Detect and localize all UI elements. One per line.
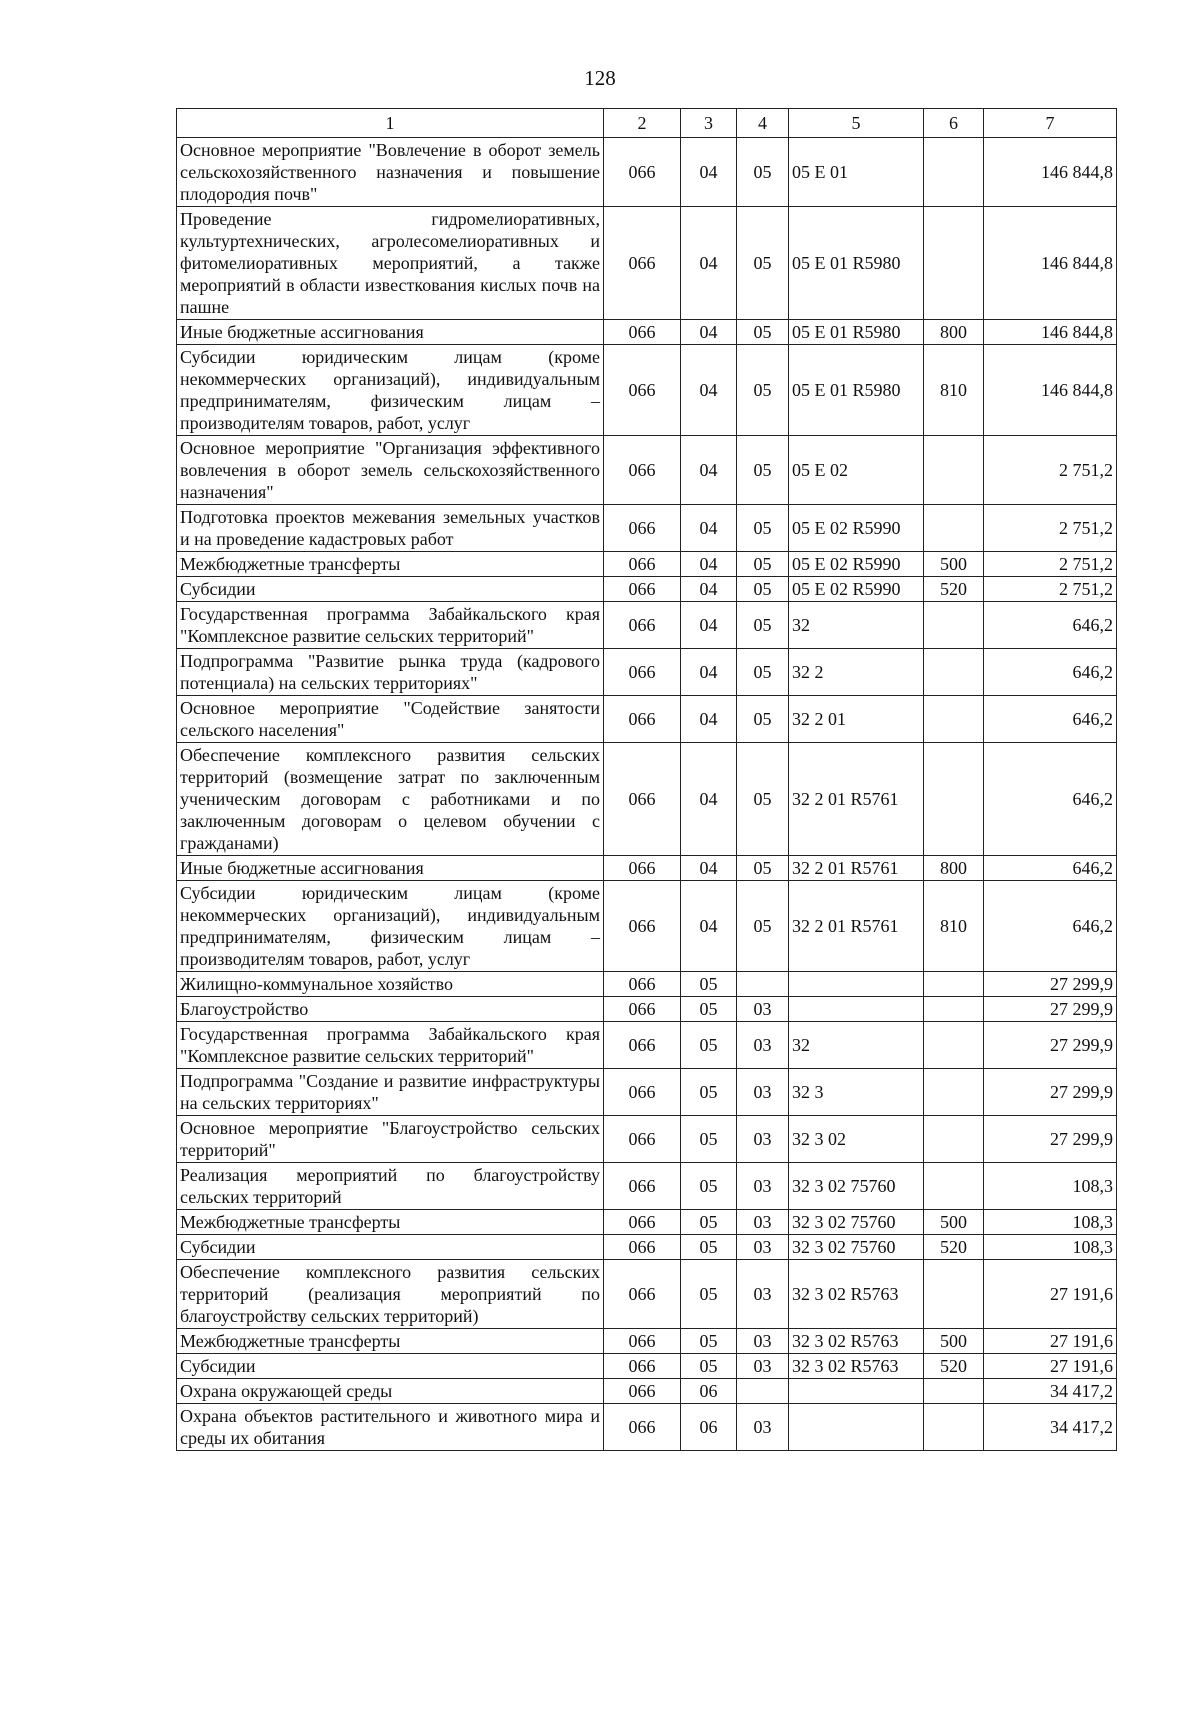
expense-type-cell [924, 696, 984, 743]
section-cell: 04 [681, 345, 737, 436]
amount-cell: 146 844,8 [984, 138, 1117, 207]
row-name-cell: Межбюджетные трансферты [177, 1329, 604, 1354]
subsection-cell: 05 [737, 320, 789, 345]
amount-cell: 27 299,9 [984, 1022, 1117, 1069]
section-cell: 06 [681, 1404, 737, 1451]
admin-code-cell: 066 [604, 743, 681, 856]
admin-code-cell: 066 [604, 602, 681, 649]
subsection-cell: 05 [737, 552, 789, 577]
table-row [177, 856, 1117, 881]
subsection-cell: 03 [737, 1329, 789, 1354]
column-header: 2 [604, 109, 681, 138]
section-cell: 05 [681, 1235, 737, 1260]
section-cell: 06 [681, 1379, 737, 1404]
row-name-cell: Проведение гидромелиоративных, культуртехнических, агролесомелиоративных и фитомелиоративных мероприятий, а также мероприятий в области известкования кислых почв на пашне [177, 207, 604, 320]
subsection-cell: 05 [737, 577, 789, 602]
expense-type-cell: 800 [924, 320, 984, 345]
target-article-cell: 32 3 02 75760 [789, 1210, 924, 1235]
amount-cell: 27 191,6 [984, 1354, 1117, 1379]
section-cell: 04 [681, 552, 737, 577]
table-row [177, 1022, 1117, 1069]
expense-type-cell [924, 138, 984, 207]
subsection-cell: 03 [737, 1069, 789, 1116]
admin-code-cell: 066 [604, 1022, 681, 1069]
target-article-cell: 05 Е 02 R5990 [789, 505, 924, 552]
amount-cell: 2 751,2 [984, 577, 1117, 602]
subsection-cell: 05 [737, 207, 789, 320]
target-article-cell: 32 2 01 R5761 [789, 743, 924, 856]
target-article-cell [789, 997, 924, 1022]
subsection-cell: 05 [737, 649, 789, 696]
amount-cell: 34 417,2 [984, 1404, 1117, 1451]
table-row [177, 602, 1117, 649]
amount-cell: 646,2 [984, 856, 1117, 881]
subsection-cell: 03 [737, 1404, 789, 1451]
amount-cell: 27 299,9 [984, 972, 1117, 997]
target-article-cell: 05 Е 01 [789, 138, 924, 207]
table-row [177, 1260, 1117, 1329]
budget-table [176, 108, 1117, 1451]
section-cell: 04 [681, 138, 737, 207]
table-row [177, 505, 1117, 552]
row-name-cell: Иные бюджетные ассигнования [177, 320, 604, 345]
subsection-cell: 03 [737, 1163, 789, 1210]
section-cell: 04 [681, 577, 737, 602]
expense-type-cell [924, 1069, 984, 1116]
admin-code-cell: 066 [604, 881, 681, 972]
row-name-cell: Жилищно-коммунальное хозяйство [177, 972, 604, 997]
table-row [177, 577, 1117, 602]
target-article-cell: 32 2 01 R5761 [789, 881, 924, 972]
row-name-cell: Иные бюджетные ассигнования [177, 856, 604, 881]
column-header: 4 [737, 109, 789, 138]
subsection-cell: 03 [737, 1260, 789, 1329]
target-article-cell: 05 Е 02 R5990 [789, 552, 924, 577]
table-row [177, 320, 1117, 345]
table-row [177, 1354, 1117, 1379]
expense-type-cell [924, 1022, 984, 1069]
row-name-cell: Подпрограмма "Создание и развитие инфраструктуры на сельских территориях" [177, 1069, 604, 1116]
subsection-cell: 05 [737, 856, 789, 881]
column-header: 7 [984, 109, 1117, 138]
subsection-cell: 03 [737, 997, 789, 1022]
amount-cell: 27 299,9 [984, 997, 1117, 1022]
row-name-cell: Государственная программа Забайкальского края "Комплексное развитие сельских территорий" [177, 602, 604, 649]
subsection-cell: 05 [737, 696, 789, 743]
expense-type-cell [924, 1260, 984, 1329]
expense-type-cell [924, 743, 984, 856]
expense-type-cell: 500 [924, 552, 984, 577]
target-article-cell: 05 Е 01 R5980 [789, 320, 924, 345]
subsection-cell: 03 [737, 1354, 789, 1379]
section-cell: 04 [681, 856, 737, 881]
table-row [177, 1329, 1117, 1354]
section-cell: 04 [681, 649, 737, 696]
subsection-cell: 03 [737, 1116, 789, 1163]
column-header: 3 [681, 109, 737, 138]
target-article-cell: 32 3 02 R5763 [789, 1260, 924, 1329]
section-cell: 05 [681, 1116, 737, 1163]
table-row [177, 345, 1117, 436]
table-row [177, 436, 1117, 505]
expense-type-cell: 500 [924, 1329, 984, 1354]
amount-cell: 146 844,8 [984, 345, 1117, 436]
table-row [177, 881, 1117, 972]
row-name-cell: Государственная программа Забайкальского края "Комплексное развитие сельских территорий" [177, 1022, 604, 1069]
row-name-cell: Реализация мероприятий по благоустройству сельских территорий [177, 1163, 604, 1210]
subsection-cell: 05 [737, 138, 789, 207]
expense-type-cell [924, 602, 984, 649]
expense-type-cell [924, 1116, 984, 1163]
table-header-row [177, 109, 1117, 138]
admin-code-cell: 066 [604, 1404, 681, 1451]
table-row [177, 552, 1117, 577]
column-header: 6 [924, 109, 984, 138]
target-article-cell [789, 972, 924, 997]
amount-cell: 27 191,6 [984, 1260, 1117, 1329]
target-article-cell: 32 2 01 R5761 [789, 856, 924, 881]
row-name-cell: Субсидии [177, 1354, 604, 1379]
expense-type-cell [924, 436, 984, 505]
target-article-cell: 32 3 02 75760 [789, 1235, 924, 1260]
target-article-cell: 32 3 02 [789, 1116, 924, 1163]
row-name-cell: Обеспечение комплексного развития сельских территорий (возмещение затрат по заключенным ученическим договорам с работниками и по заключенным договорам о целевом обучении с гражданами) [177, 743, 604, 856]
table-row [177, 207, 1117, 320]
subsection-cell: 03 [737, 1210, 789, 1235]
admin-code-cell: 066 [604, 1210, 681, 1235]
target-article-cell: 32 [789, 1022, 924, 1069]
section-cell: 04 [681, 207, 737, 320]
admin-code-cell: 066 [604, 320, 681, 345]
row-name-cell: Основное мероприятие "Содействие занятости сельского населения" [177, 696, 604, 743]
admin-code-cell: 066 [604, 649, 681, 696]
admin-code-cell: 066 [604, 1354, 681, 1379]
table-row [177, 997, 1117, 1022]
admin-code-cell: 066 [604, 552, 681, 577]
section-cell: 05 [681, 972, 737, 997]
target-article-cell: 32 3 02 R5763 [789, 1329, 924, 1354]
section-cell: 05 [681, 1260, 737, 1329]
target-article-cell: 05 Е 01 R5980 [789, 207, 924, 320]
target-article-cell: 32 3 02 75760 [789, 1163, 924, 1210]
admin-code-cell: 066 [604, 1235, 681, 1260]
subsection-cell: 05 [737, 602, 789, 649]
amount-cell: 146 844,8 [984, 320, 1117, 345]
section-cell: 04 [681, 881, 737, 972]
table-row [177, 972, 1117, 997]
amount-cell: 2 751,2 [984, 552, 1117, 577]
admin-code-cell: 066 [604, 207, 681, 320]
table-row [177, 1379, 1117, 1404]
subsection-cell: 05 [737, 505, 789, 552]
amount-cell: 108,3 [984, 1235, 1117, 1260]
expense-type-cell [924, 505, 984, 552]
expense-type-cell [924, 1163, 984, 1210]
subsection-cell: 05 [737, 345, 789, 436]
table-row [177, 696, 1117, 743]
expense-type-cell [924, 997, 984, 1022]
target-article-cell [789, 1404, 924, 1451]
amount-cell: 646,2 [984, 743, 1117, 856]
page-number: 128 [584, 66, 616, 90]
subsection-cell [737, 972, 789, 997]
subsection-cell: 03 [737, 1235, 789, 1260]
table-row [177, 1116, 1117, 1163]
expense-type-cell: 520 [924, 1235, 984, 1260]
subsection-cell: 05 [737, 881, 789, 972]
amount-cell: 2 751,2 [984, 436, 1117, 505]
amount-cell: 646,2 [984, 649, 1117, 696]
expense-type-cell: 520 [924, 577, 984, 602]
target-article-cell [789, 1379, 924, 1404]
table-row [177, 649, 1117, 696]
amount-cell: 108,3 [984, 1210, 1117, 1235]
row-name-cell: Подпрограмма "Развитие рынка труда (кадрового потенциала) на сельских территориях" [177, 649, 604, 696]
target-article-cell: 05 Е 02 R5990 [789, 577, 924, 602]
row-name-cell: Основное мероприятие "Благоустройство сельских территорий" [177, 1116, 604, 1163]
section-cell: 04 [681, 436, 737, 505]
section-cell: 05 [681, 1354, 737, 1379]
section-cell: 05 [681, 1163, 737, 1210]
target-article-cell: 05 Е 02 [789, 436, 924, 505]
row-name-cell: Обеспечение комплексного развития сельских территорий (реализация мероприятий по благоустройству сельских территорий) [177, 1260, 604, 1329]
table-row [177, 1235, 1117, 1260]
amount-cell: 2 751,2 [984, 505, 1117, 552]
expense-type-cell: 810 [924, 345, 984, 436]
admin-code-cell: 066 [604, 856, 681, 881]
expense-type-cell: 520 [924, 1354, 984, 1379]
expense-type-cell [924, 1404, 984, 1451]
row-name-cell: Благоустройство [177, 997, 604, 1022]
table-row [177, 743, 1117, 856]
expense-type-cell [924, 207, 984, 320]
section-cell: 04 [681, 602, 737, 649]
admin-code-cell: 066 [604, 138, 681, 207]
admin-code-cell: 066 [604, 1163, 681, 1210]
expense-type-cell: 500 [924, 1210, 984, 1235]
section-cell: 04 [681, 505, 737, 552]
admin-code-cell: 066 [604, 696, 681, 743]
expense-type-cell: 810 [924, 881, 984, 972]
admin-code-cell: 066 [604, 997, 681, 1022]
admin-code-cell: 066 [604, 972, 681, 997]
table-row [177, 1404, 1117, 1451]
amount-cell: 27 299,9 [984, 1116, 1117, 1163]
row-name-cell: Межбюджетные трансферты [177, 1210, 604, 1235]
section-cell: 05 [681, 1329, 737, 1354]
row-name-cell: Основное мероприятие "Организация эффективного вовлечения в оборот земель сельскохозяйственного назначения" [177, 436, 604, 505]
target-article-cell: 32 3 [789, 1069, 924, 1116]
section-cell: 04 [681, 696, 737, 743]
table-row [177, 1210, 1117, 1235]
subsection-cell: 05 [737, 743, 789, 856]
section-cell: 04 [681, 320, 737, 345]
row-name-cell: Охрана окружающей среды [177, 1379, 604, 1404]
table-row [177, 1163, 1117, 1210]
section-cell: 05 [681, 997, 737, 1022]
target-article-cell: 32 2 [789, 649, 924, 696]
admin-code-cell: 066 [604, 1329, 681, 1354]
row-name-cell: Охрана объектов растительного и животного мира и среды их обитания [177, 1404, 604, 1451]
target-article-cell: 32 3 02 R5763 [789, 1354, 924, 1379]
amount-cell: 646,2 [984, 602, 1117, 649]
table-row [177, 1069, 1117, 1116]
admin-code-cell: 066 [604, 1069, 681, 1116]
subsection-cell [737, 1379, 789, 1404]
subsection-cell: 03 [737, 1022, 789, 1069]
column-header: 1 [177, 109, 604, 138]
row-name-cell: Субсидии юридическим лицам (кроме некоммерческих организаций), индивидуальным предпринимателям, физическим лицам – производителям товаров, работ, услуг [177, 345, 604, 436]
section-cell: 05 [681, 1069, 737, 1116]
row-name-cell: Субсидии [177, 1235, 604, 1260]
expense-type-cell [924, 1379, 984, 1404]
row-name-cell: Субсидии юридическим лицам (кроме некоммерческих организаций), индивидуальным предпринимателям, физическим лицам – производителям товаров, работ, услуг [177, 881, 604, 972]
expense-type-cell [924, 649, 984, 696]
admin-code-cell: 066 [604, 436, 681, 505]
expense-type-cell: 800 [924, 856, 984, 881]
section-cell: 05 [681, 1210, 737, 1235]
admin-code-cell: 066 [604, 505, 681, 552]
target-article-cell: 32 [789, 602, 924, 649]
amount-cell: 646,2 [984, 696, 1117, 743]
amount-cell: 27 299,9 [984, 1069, 1117, 1116]
row-name-cell: Межбюджетные трансферты [177, 552, 604, 577]
admin-code-cell: 066 [604, 345, 681, 436]
amount-cell: 646,2 [984, 881, 1117, 972]
target-article-cell: 05 Е 01 R5980 [789, 345, 924, 436]
subsection-cell: 05 [737, 436, 789, 505]
section-cell: 04 [681, 743, 737, 856]
row-name-cell: Подготовка проектов межевания земельных участков и на проведение кадастровых работ [177, 505, 604, 552]
section-cell: 05 [681, 1022, 737, 1069]
admin-code-cell: 066 [604, 577, 681, 602]
table-body [177, 138, 1117, 1451]
amount-cell: 27 191,6 [984, 1329, 1117, 1354]
admin-code-cell: 066 [604, 1260, 681, 1329]
table-row [177, 138, 1117, 207]
amount-cell: 108,3 [984, 1163, 1117, 1210]
expense-type-cell [924, 972, 984, 997]
row-name-cell: Субсидии [177, 577, 604, 602]
target-article-cell: 32 2 01 [789, 696, 924, 743]
admin-code-cell: 066 [604, 1379, 681, 1404]
amount-cell: 34 417,2 [984, 1379, 1117, 1404]
column-header: 5 [789, 109, 924, 138]
row-name-cell: Основное мероприятие "Вовлечение в оборот земель сельскохозяйственного назначения и повышение плодородия почв" [177, 138, 604, 207]
admin-code-cell: 066 [604, 1116, 681, 1163]
amount-cell: 146 844,8 [984, 207, 1117, 320]
